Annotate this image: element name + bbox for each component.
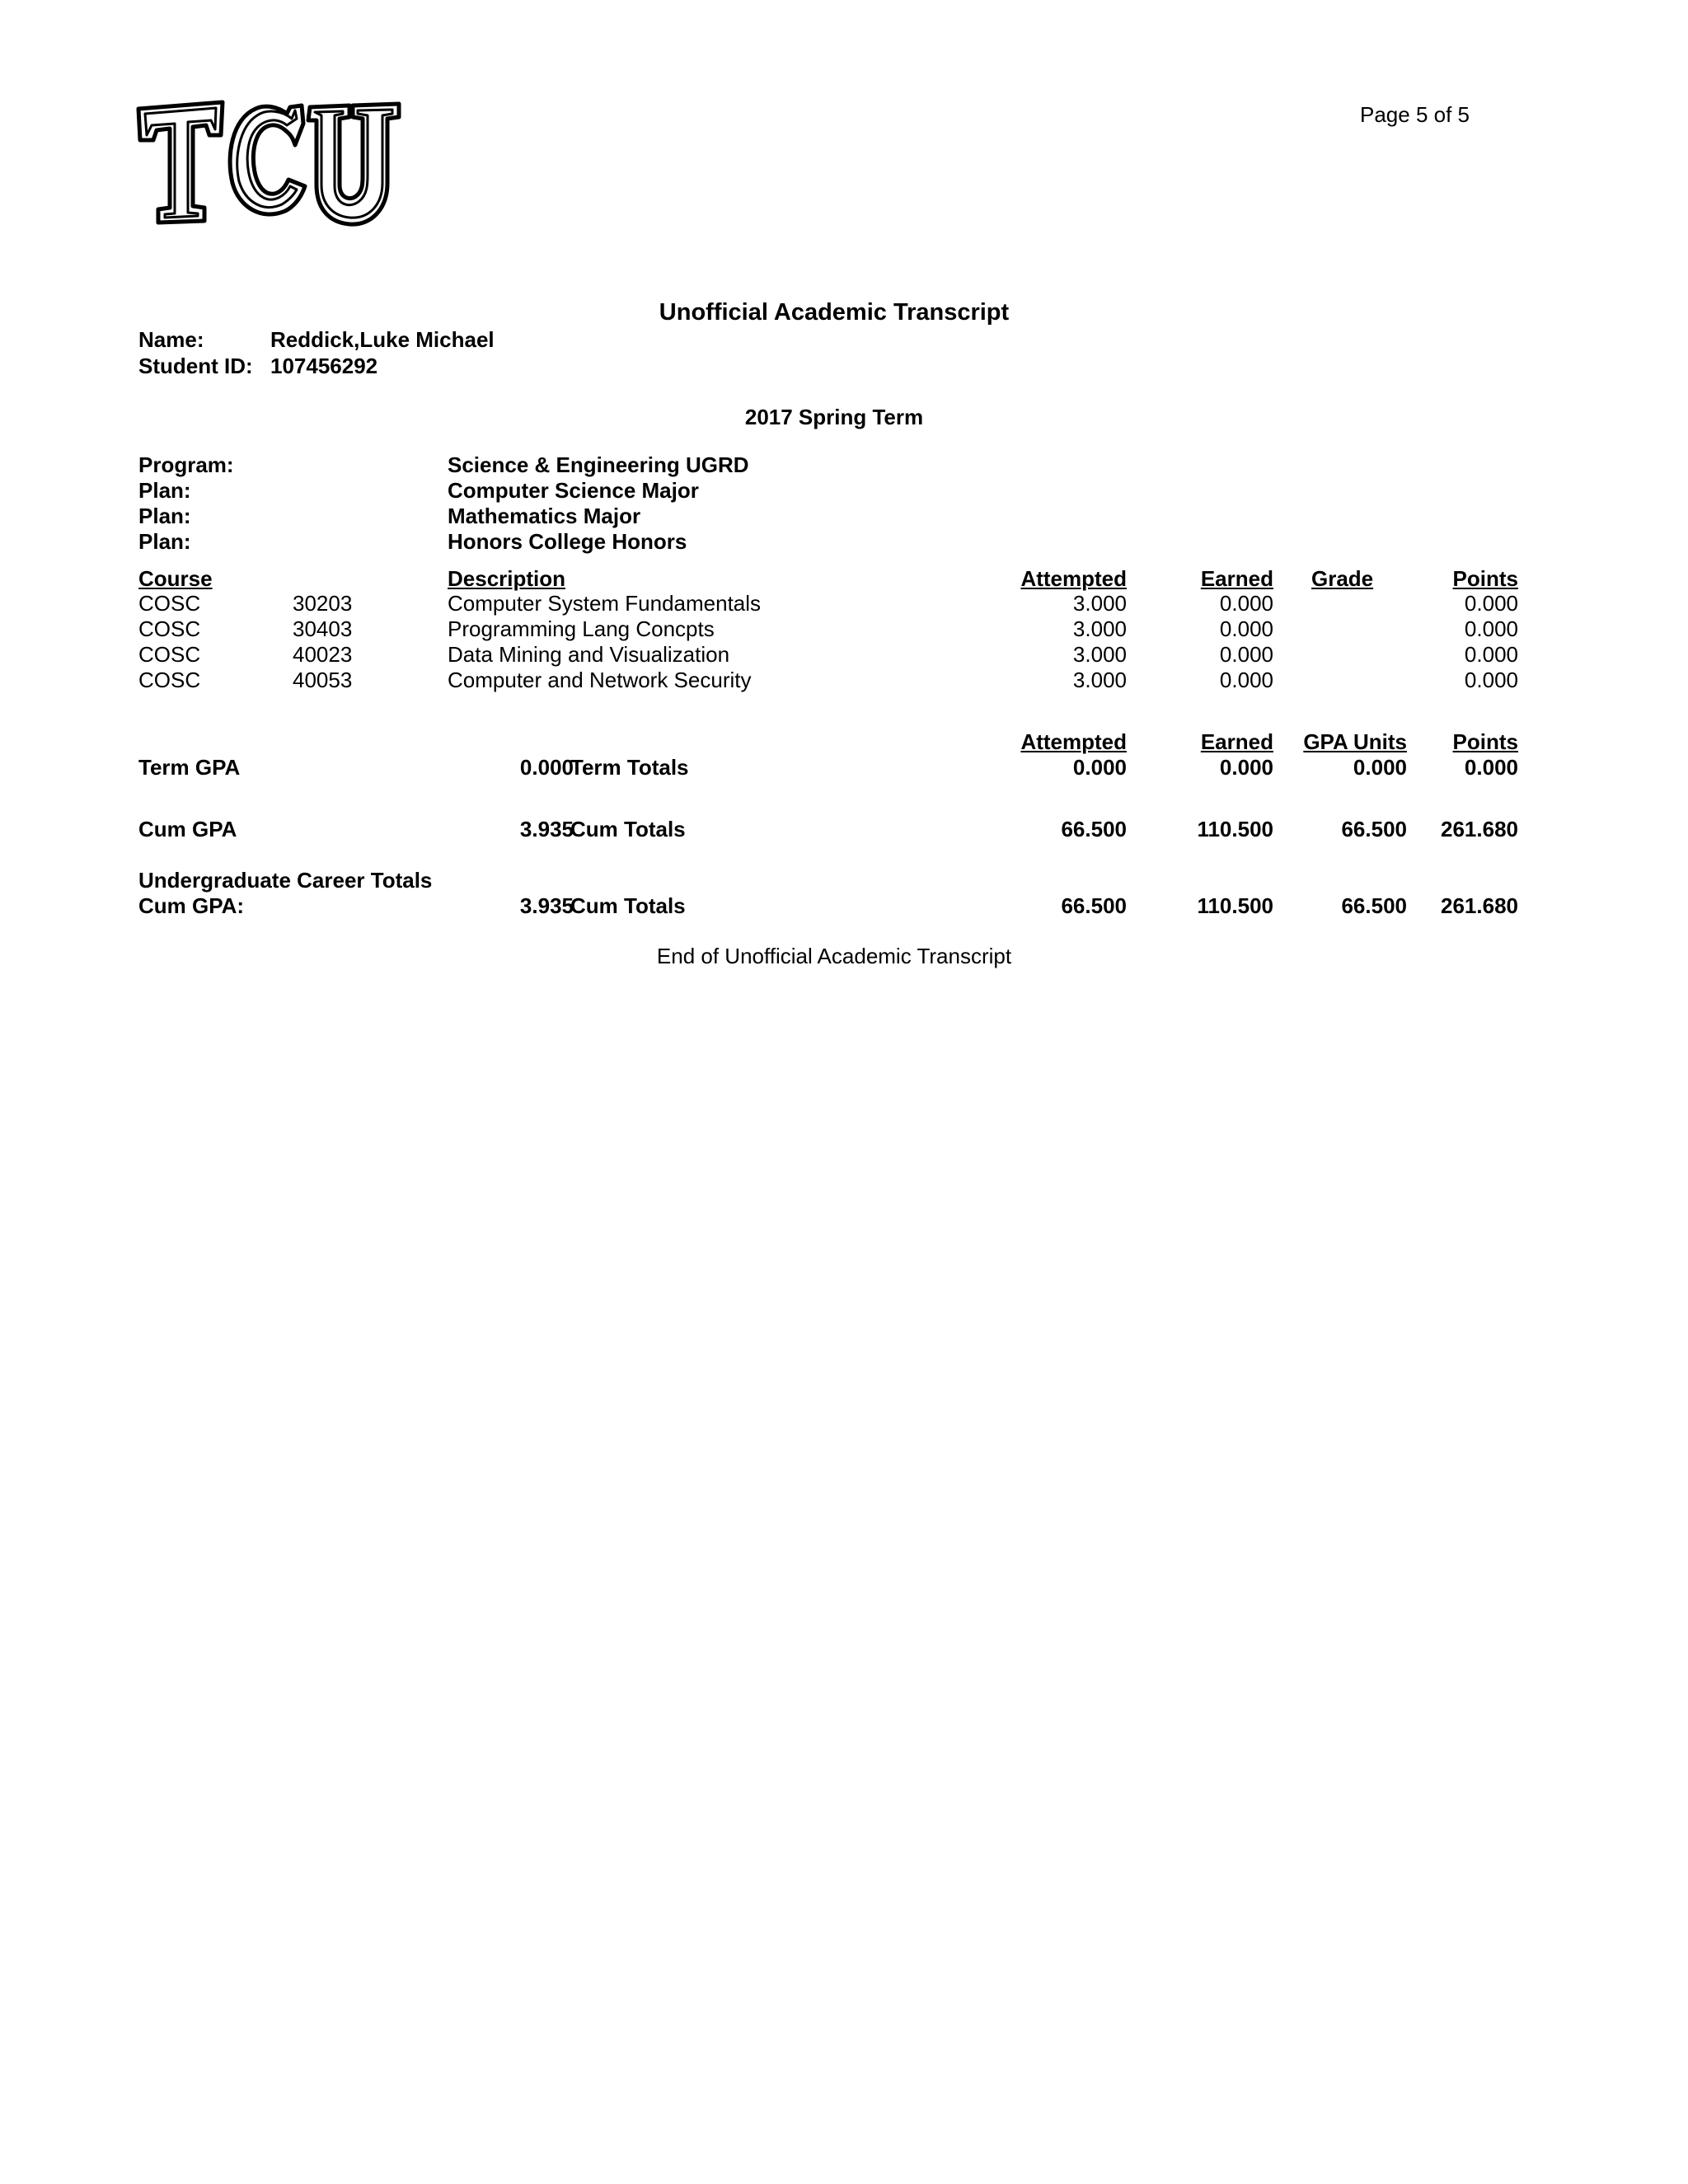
plan-value: Mathematics Major (448, 504, 641, 528)
plan-value: Honors College Honors (448, 529, 687, 554)
plan-label: Plan: (138, 504, 191, 528)
course-points: 0.000 (1464, 642, 1518, 667)
page-indicator: Page 5 of 5 (1360, 102, 1470, 127)
course-description: Computer System Fundamentals (448, 591, 762, 616)
description-header: Description (448, 566, 566, 591)
term-attempted: 0.000 (1072, 755, 1127, 780)
course-earned: 0.000 (1219, 591, 1273, 616)
points-header: Points (1452, 566, 1518, 591)
program-value: Science & Engineering UGRD (448, 452, 749, 477)
totals-attempted-header: Attempted (1020, 729, 1127, 754)
tcu-logo-letters (138, 102, 399, 224)
term-points: 0.000 (1464, 755, 1518, 780)
course-attempted: 3.000 (1072, 642, 1127, 667)
cum-attempted: 66.500 (1061, 817, 1127, 841)
course-number: 40053 (293, 668, 353, 692)
cum-gpa-label: Cum GPA (138, 817, 237, 841)
term-totals-label: Term Totals (570, 755, 689, 780)
term-earned: 0.000 (1219, 755, 1273, 780)
course-description: Data Mining and Visualization (448, 642, 730, 667)
career-earned: 110.500 (1197, 893, 1273, 918)
course-attempted: 3.000 (1072, 668, 1127, 692)
course-subject: COSC (138, 616, 201, 641)
course-attempted: 3.000 (1072, 591, 1127, 616)
earned-header: Earned (1200, 566, 1273, 591)
career-points: 261.680 (1441, 893, 1518, 918)
course-points: 0.000 (1464, 616, 1518, 641)
plan-value: Computer Science Major (448, 478, 699, 503)
plan-label: Plan: (138, 478, 191, 503)
course-earned: 0.000 (1219, 642, 1273, 667)
cum-points: 261.680 (1441, 817, 1518, 841)
program-label: Program: (138, 452, 234, 477)
totals-earned-header: Earned (1200, 729, 1273, 754)
course-description: Programming Lang Concpts (448, 616, 715, 641)
totals-points-header: Points (1452, 729, 1518, 754)
course-subject: COSC (138, 591, 201, 616)
career-gpa-label: Cum GPA: (138, 893, 245, 918)
term-heading: 2017 Spring Term (744, 405, 924, 429)
name-label: Name: (138, 327, 204, 352)
term-gpa-units: 0.000 (1353, 755, 1407, 780)
career-totals-label: Cum Totals (570, 893, 686, 918)
plan-label: Plan: (138, 529, 191, 554)
totals-gpa-units-header: GPA Units (1303, 729, 1407, 754)
course-subject: COSC (138, 668, 201, 692)
course-attempted: 3.000 (1072, 616, 1127, 641)
course-description: Computer and Network Security (448, 668, 752, 692)
course-number: 30403 (293, 616, 353, 641)
career-attempted: 66.500 (1061, 893, 1127, 918)
term-gpa-value: 0.000 (519, 755, 574, 780)
document-title: Unofficial Academic Transcript (659, 299, 1010, 326)
course-header: Course (138, 566, 213, 591)
course-number: 30203 (293, 591, 353, 616)
course-points: 0.000 (1464, 668, 1518, 692)
tcu-logo (134, 97, 404, 229)
student-name: Reddick,Luke Michael (270, 327, 495, 352)
grade-header: Grade (1311, 566, 1374, 591)
student-id-label: Student ID: (138, 354, 253, 378)
cum-earned: 110.500 (1197, 817, 1273, 841)
career-gpa-units: 66.500 (1341, 893, 1407, 918)
course-earned: 0.000 (1219, 668, 1273, 692)
course-points: 0.000 (1464, 591, 1518, 616)
term-gpa-label: Term GPA (138, 755, 241, 780)
career-gpa-value: 3.935 (519, 893, 574, 918)
cum-totals-label: Cum Totals (570, 817, 686, 841)
student-id: 107456292 (270, 354, 378, 378)
course-number: 40023 (293, 642, 353, 667)
cum-gpa-units: 66.500 (1341, 817, 1407, 841)
course-subject: COSC (138, 642, 201, 667)
course-earned: 0.000 (1219, 616, 1273, 641)
cum-gpa-value: 3.935 (519, 817, 574, 841)
career-totals-heading: Undergraduate Career Totals (138, 868, 433, 893)
attempted-header: Attempted (1020, 566, 1127, 591)
transcript-footer: End of Unofficial Academic Transcript (656, 944, 1012, 968)
